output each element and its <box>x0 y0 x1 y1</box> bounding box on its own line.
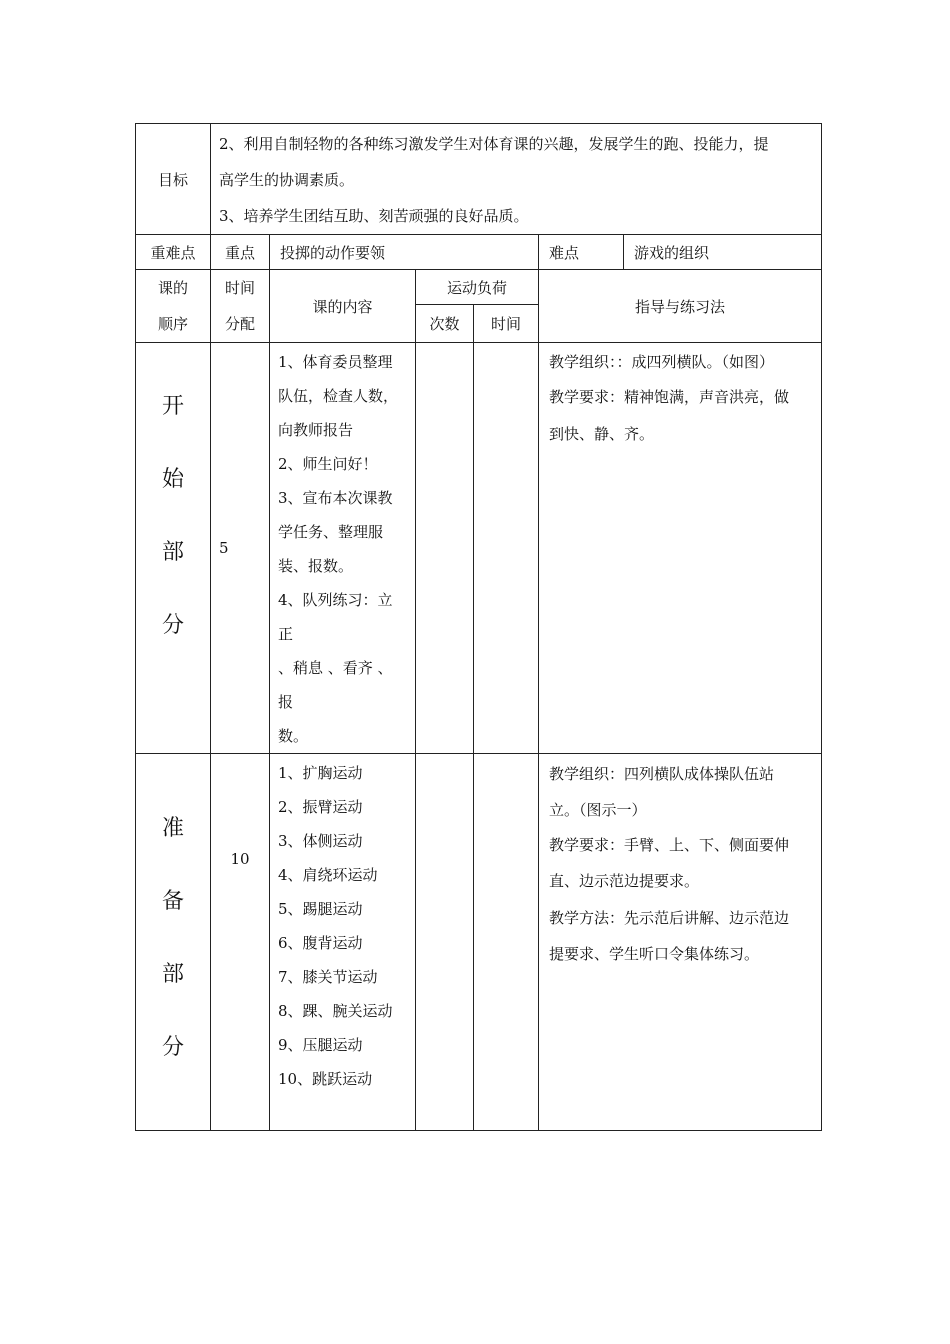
content-line: 4、队列练习：立正 <box>278 591 393 643</box>
section-title-opening <box>136 343 211 754</box>
section-char: 部 <box>161 962 184 987</box>
content-line: 1、体育委员整理 <box>278 353 393 371</box>
guidance-req: 教学要求：精神饱满，声音洪亮，做 <box>549 388 790 406</box>
content-line: 队伍，检查人数， <box>278 387 399 405</box>
difficulty-label: 难点 <box>539 235 624 270</box>
time-allocation: 5 <box>211 343 270 754</box>
content-line: 向教师报告 <box>278 421 354 439</box>
guidance-header: 指导与练习法 <box>539 270 822 343</box>
count-cell <box>416 343 474 754</box>
guidance-method: 提要求、学生听口令集体练习。 <box>549 945 760 963</box>
content-header: 课的内容 <box>270 270 416 343</box>
goal-line: 3、培养学生团结互助、刻苦顽强的良好品质。 <box>219 207 529 225</box>
section-char: 分 <box>161 613 184 638</box>
guidance-req: 直、边示范边提要求。 <box>549 872 700 890</box>
section-char: 始 <box>161 467 184 492</box>
load-time-header: 时间 <box>474 305 539 343</box>
order-header-line: 顺序 <box>157 315 188 333</box>
goal-line: 高学生的协调素质。 <box>219 171 355 189</box>
content-line: 装、报数。 <box>278 557 354 575</box>
section-char: 开 <box>161 394 184 419</box>
guidance-req: 到快、静、齐。 <box>549 424 655 443</box>
section-title-preparation <box>136 754 211 1131</box>
content-line: 7、膝关节运动 <box>278 968 378 986</box>
content-line: 6、腹背运动 <box>278 934 363 952</box>
part-preparation-row <box>136 754 822 1131</box>
content-line: 9、压腿运动 <box>278 1036 363 1054</box>
goal-row <box>136 124 822 235</box>
time-allocation: 10 <box>211 754 270 1131</box>
goal-line: 2、利用自制轻物的各种练习激发学生对体育课的兴趣，发展学生的跑、投能力，提 <box>219 135 769 153</box>
load-time-cell <box>474 343 539 754</box>
guidance-method: 教学方法：先示范后讲解、边示范边 <box>549 908 790 927</box>
content-line: 2、师生问好！ <box>278 455 378 473</box>
header-row <box>136 270 822 305</box>
content-line: 10、跳跃运动 <box>278 1070 373 1088</box>
order-header-line: 课的 <box>157 279 188 297</box>
content-line: 2、振臂运动 <box>278 798 363 816</box>
key-value: 投掷的动作要领 <box>270 235 539 270</box>
key-label: 重点 <box>211 235 270 270</box>
section-char: 准 <box>161 816 184 841</box>
load-time-cell <box>474 754 539 1131</box>
count-cell <box>416 754 474 1131</box>
lesson-plan-table <box>135 123 822 1131</box>
section-char: 部 <box>161 540 184 565</box>
time-header-line: 分配 <box>224 315 255 333</box>
time-header-line: 时间 <box>224 279 255 297</box>
section-char: 分 <box>161 1035 184 1060</box>
guidance-org: 教学组织：：成四列横队。（如图） <box>549 353 775 371</box>
content-line: 8、踝、腕关运动 <box>278 1002 393 1020</box>
content-line: 数。 <box>278 727 309 745</box>
lesson-content <box>270 343 416 754</box>
content-line: 、稍息 、看齐 、报 <box>278 659 393 711</box>
content-line: 学任务、整理服 <box>278 523 384 541</box>
content-line: 3、体侧运动 <box>278 832 363 850</box>
guidance-req: 教学要求：手臂、上、下、侧面要伸 <box>549 835 790 854</box>
content-line: 3、宣布本次课教 <box>278 489 393 507</box>
order-header <box>136 270 211 343</box>
count-header: 次数 <box>416 305 474 343</box>
time-header <box>211 270 270 343</box>
content-line: 4、肩绕环运动 <box>278 866 378 884</box>
guidance-cell <box>539 343 822 754</box>
key-points-label: 重难点 <box>136 235 211 270</box>
goal-text <box>211 124 822 235</box>
key-points-row <box>136 235 822 270</box>
guidance-cell <box>539 754 822 1131</box>
part-opening-row <box>136 343 822 754</box>
load-header: 运动负荷 <box>416 270 539 305</box>
goal-label: 目标 <box>136 124 211 235</box>
content-line: 5、踢腿运动 <box>278 900 363 918</box>
content-line: 1、扩胸运动 <box>278 764 363 782</box>
lesson-content <box>270 754 416 1131</box>
difficulty-value: 游戏的组织 <box>624 235 822 270</box>
guidance-org: 立。（图示一） <box>549 800 647 819</box>
guidance-org: 教学组织：四列横队成体操队伍站 <box>549 765 775 783</box>
section-char: 备 <box>161 889 184 914</box>
